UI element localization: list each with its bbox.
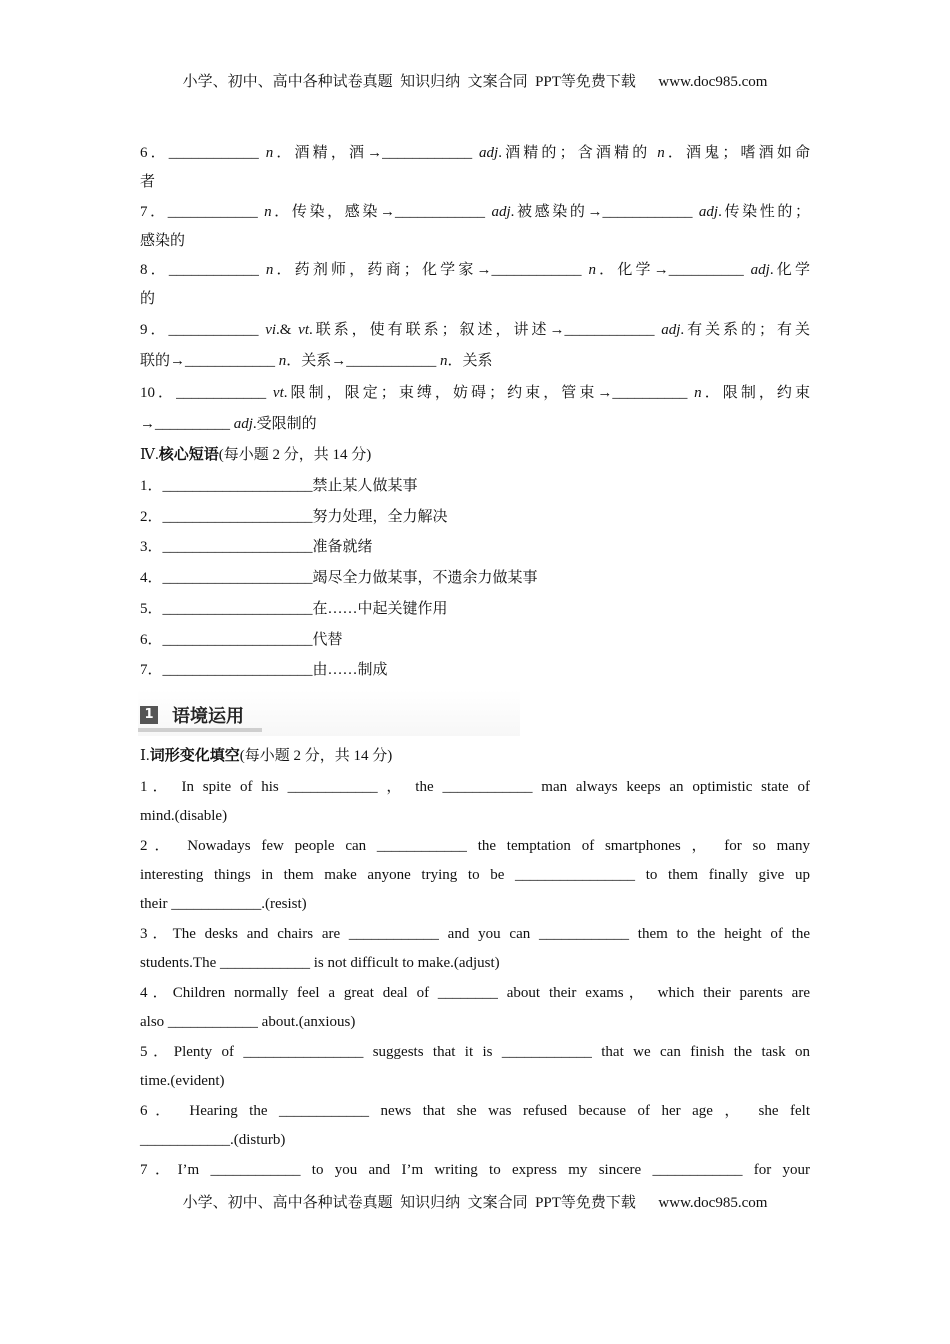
text-line <box>140 260 810 280</box>
text-line <box>140 660 810 680</box>
text-line <box>140 746 810 766</box>
text-segment: also ____________ about.(anxious) <box>140 1014 356 1030</box>
text-segment: n <box>440 353 448 369</box>
text-segment: adj <box>698 204 719 220</box>
text-line <box>140 202 810 222</box>
text-segment: adj <box>491 204 511 220</box>
text-segment: .传染性的； <box>718 204 810 220</box>
text-segment: 感染的 <box>140 233 186 249</box>
text-segment: ____________.(disturb) <box>140 1132 286 1148</box>
text-segment: adj <box>233 416 253 432</box>
page-header: 小学、初中、高中各种试卷真题 知识归纳 文案合同 PPT等免费下载 www.doc985.com <box>182 74 768 90</box>
text-segment: .酒精的；含酒精的 <box>498 145 658 161</box>
section-title: 语境运用 <box>172 706 244 727</box>
text-segment: 7．I’m ____________ to you and I’m writing to express my sincere ____________ for your <box>140 1162 810 1178</box>
text-segment: ．化学→__________ <box>595 262 751 278</box>
text-segment: 1． In spite of his ____________ ， the ____________ man always keeps an optimistic state of <box>140 779 810 795</box>
text-segment: →__________ <box>140 416 234 432</box>
text-line <box>140 476 810 496</box>
text-line <box>140 983 810 1003</box>
text-segment: n <box>265 145 274 161</box>
text-segment: Ⅳ. <box>140 447 159 463</box>
text-segment: ．关系→____________ <box>286 353 441 369</box>
text-line <box>140 289 810 309</box>
text-segment: 核心短语 <box>158 447 219 463</box>
text-segment: vt <box>272 385 284 401</box>
text-segment: 5．Plenty of ________________ suggests that it is ____________ that we can finish the task on <box>140 1044 810 1060</box>
text-segment: adj <box>479 145 499 161</box>
section-number-icon: 1 <box>140 706 158 724</box>
text-segment: n <box>264 204 272 220</box>
text-line <box>140 172 810 192</box>
text-segment: 6．____________ <box>140 145 266 161</box>
text-segment: n <box>657 145 665 161</box>
text-segment: 6．____________________代替 <box>140 632 343 648</box>
text-line <box>140 1160 810 1180</box>
text-segment: ．药剂师，药商；化学家→____________ <box>273 262 589 278</box>
text-segment: 8．____________ <box>140 262 266 278</box>
text-segment: 2． Nowadays few people can ____________ the temptation of smartphones ， for so many <box>140 838 810 854</box>
text-segment: .受限制的 <box>252 416 317 432</box>
text-segment: 9．____________ <box>140 322 266 338</box>
text-segment: ．关系 <box>447 353 493 369</box>
text-segment: .化学 <box>769 262 810 278</box>
text-line <box>140 445 810 465</box>
text-line <box>140 1012 810 1032</box>
text-line <box>140 231 810 251</box>
section-header <box>138 690 520 736</box>
text-segment: 者 <box>140 174 156 190</box>
text-segment: ．传染，感染→____________ <box>271 204 492 220</box>
text-segment: n <box>588 262 596 278</box>
text-line <box>140 865 810 885</box>
text-line <box>140 630 810 650</box>
text-line <box>140 836 810 856</box>
text-line <box>140 507 810 527</box>
text-segment: adj <box>750 262 770 278</box>
text-segment: 4．Children normally feel a great deal of ________ about their exams， which their parents are <box>140 985 810 1001</box>
text-segment: n <box>265 262 274 278</box>
page-footer: 小学、初中、高中各种试卷真题 知识归纳 文案合同 PPT等免费下载 www.doc985.com <box>182 1195 768 1211</box>
text-segment: adj <box>661 322 681 338</box>
text-line <box>140 383 810 403</box>
text-segment: Ⅰ. <box>140 748 150 764</box>
text-segment: .被感染的→____________ <box>510 204 699 220</box>
text-segment: .有关系的；有关 <box>680 322 810 338</box>
text-segment: 10．____________ <box>140 385 273 401</box>
text-segment: time.(evident) <box>140 1073 225 1089</box>
text-line <box>140 351 810 371</box>
text-line <box>140 1042 810 1062</box>
text-segment: n <box>694 385 702 401</box>
text-segment: n <box>278 353 287 369</box>
text-segment: 7．____________ <box>140 204 265 220</box>
text-segment: (每小题 2 分，共 14 分) <box>218 447 372 463</box>
text-segment: 4．____________________竭尽全力做某事，不遗余力做某事 <box>140 570 538 586</box>
text-segment: .& <box>276 322 299 338</box>
text-segment: their ____________.(resist) <box>140 896 307 912</box>
text-line <box>140 414 810 434</box>
text-line <box>140 806 810 826</box>
text-segment: (每小题 2 分，共 14 分) <box>239 748 393 764</box>
text-segment: vi <box>265 322 277 338</box>
text-segment: .联系，使有联系；叙述，讲述→____________ <box>309 322 662 338</box>
text-segment: 词形变化填空 <box>149 748 240 764</box>
text-segment: ．酒精，酒→____________ <box>273 145 480 161</box>
text-line <box>140 143 810 163</box>
text-line <box>140 599 810 619</box>
text-segment: 的 <box>140 291 156 307</box>
text-line <box>140 1071 810 1091</box>
text-line <box>140 777 810 797</box>
text-segment: students.The ____________ is not difficult to make.(adjust) <box>140 955 500 971</box>
text-segment: 联的→____________ <box>140 353 279 369</box>
text-segment: vt <box>298 322 309 338</box>
text-segment: mind.(disable) <box>140 808 228 824</box>
text-segment: 3．____________________准备就绪 <box>140 539 373 555</box>
text-segment: 7．____________________由……制成 <box>140 662 388 678</box>
text-segment: interesting things in them make anyone trying to be ________________ to them finally give up <box>140 867 810 883</box>
text-segment: 1．____________________禁止某人做某事 <box>140 478 418 494</box>
text-line <box>140 1101 810 1121</box>
text-line <box>140 1130 810 1150</box>
text-segment: 5．____________________在……中起关键作用 <box>140 601 448 617</box>
text-line <box>140 894 810 914</box>
text-line <box>140 568 810 588</box>
text-segment: .限制，限定；束缚，妨碍；约束，管束→__________ <box>283 385 695 401</box>
text-segment: ．酒鬼；嗜酒如命 <box>664 145 810 161</box>
text-segment: 6． Hearing the ____________ news that she was refused because of her age ， she felt <box>140 1103 810 1119</box>
text-segment: ．限制，约束 <box>701 385 810 401</box>
text-line <box>140 320 810 340</box>
text-segment: 3．The desks and chairs are ____________ and you can ____________ them to the height of the <box>140 926 810 942</box>
text-line <box>140 953 810 973</box>
text-line <box>140 537 810 557</box>
text-line <box>140 924 810 944</box>
text-segment: 2．____________________努力处理，全力解决 <box>140 509 448 525</box>
